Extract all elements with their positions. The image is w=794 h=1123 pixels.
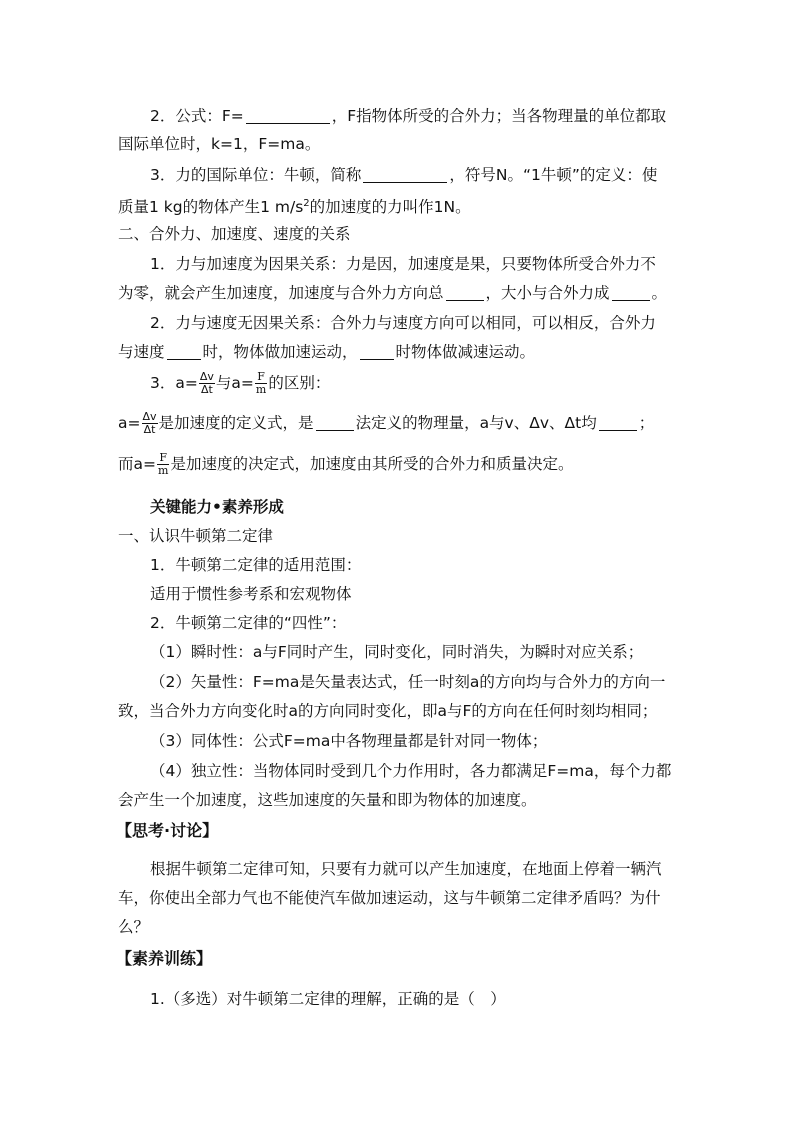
fraction: $\frac{F}{m}$ bbox=[255, 370, 267, 396]
property-vector: （2）矢量性：F=ma是矢量表达式，任一时刻a的方向均与合外力的方向一 bbox=[150, 673, 666, 691]
question-1: 1.（多选）对牛顿第二定律的理解，正确的是（ ） bbox=[150, 990, 506, 1008]
velocity-line-cont: 与速度 时，物体做加速运动， 时物体做减速运动。 bbox=[118, 343, 536, 361]
scope-text: 适用于惯性参考系和宏观物体 bbox=[150, 585, 352, 603]
training-heading: 【素养训练】 bbox=[116, 949, 213, 968]
section-heading-1: 一、认识牛顿第二定律 bbox=[118, 527, 274, 545]
think-question-cont: 车，你使出全部力气也不能使汽车做加速运动，这与牛顿第二定律矛盾吗？为什 bbox=[118, 889, 661, 907]
formula-line: 2．公式：F= ，F指物体所受的合外力；当各物理量的单位都取 bbox=[150, 107, 667, 125]
answer-blank[interactable] bbox=[363, 167, 447, 183]
property-vector-cont: 致，当合外力方向变化时a的方向同时变化，即a与F的方向在任何时刻均相同； bbox=[118, 702, 658, 720]
formula-line-cont: 国际单位时，k=1，F=ma。 bbox=[118, 135, 321, 153]
section-heading-2: 二、合外力、加速度、速度的关系 bbox=[118, 225, 351, 243]
unit-line: 3．力的国际单位：牛顿，简称 ，符号N。“1牛顿”的定义：使 bbox=[150, 166, 658, 184]
property-same-body: （3）同体性：公式F=ma中各物理量都是针对同一物体； bbox=[150, 732, 548, 750]
think-question: 根据牛顿第二定律可知，只要有力就可以产生加速度，在地面上停着一辆汽 bbox=[150, 860, 662, 878]
key-ability-heading: 关键能力•素养形成 bbox=[150, 498, 284, 516]
velocity-line: 2．力与速度无因果关系：合外力与速度方向可以相同，可以相反，合外力 bbox=[150, 314, 656, 332]
think-discuss-heading: 【思考·讨论】 bbox=[116, 821, 219, 840]
unit-line-cont: 质量1 kg的物体产生1 $m/s^2$的加速度的力叫作1N。 bbox=[118, 198, 471, 217]
fraction: $\frac{\Delta v}{\Delta t}$ bbox=[199, 370, 214, 396]
answer-blank[interactable] bbox=[446, 285, 484, 301]
answer-blank[interactable] bbox=[246, 108, 330, 124]
property-independence: （4）独立性：当物体同时受到几个力作用时，各力都满足F=ma，每个力都 bbox=[150, 762, 672, 780]
answer-blank[interactable] bbox=[612, 285, 650, 301]
fraction: $\frac{F}{m}$ bbox=[158, 451, 169, 477]
four-properties-title: 2．牛顿第二定律的“四性”： bbox=[150, 614, 347, 632]
answer-blank[interactable] bbox=[167, 344, 201, 360]
fraction: $\frac{\Delta v}{\Delta t}$ bbox=[142, 410, 157, 436]
property-independence-cont: 会产生一个加速度，这些加速度的矢量和即为物体的加速度。 bbox=[118, 791, 537, 809]
definition-line: a= $\frac{\Delta v}{\Delta t}$ 是加速度的定义式，是 法定义的物理量，a与v、Δv、Δt均 ； bbox=[118, 410, 655, 436]
cause-line-cont: 为零，就会产生加速度，加速度与合外力方向总 ，大小与合外力成 。 bbox=[118, 284, 668, 302]
answer-blank[interactable] bbox=[316, 415, 354, 431]
think-question-cont2: 么？ bbox=[118, 918, 150, 936]
answer-blank[interactable] bbox=[599, 415, 637, 431]
determinant-line: 而a= $\frac{F}{m}$ 是加速度的决定式，加速度由其所受的合外力和质量决定。 bbox=[118, 451, 574, 477]
difference-line: 3．a= $\frac{\Delta v}{\Delta t}$ 与a= $\frac{F}{m}$ 的区别： bbox=[150, 370, 331, 396]
scope-title: 1．牛顿第二定律的适用范围： bbox=[150, 556, 362, 574]
property-instant: （1）瞬时性：a与F同时产生，同时变化，同时消失，为瞬时对应关系； bbox=[150, 643, 644, 661]
answer-blank[interactable] bbox=[360, 344, 394, 360]
cause-line: 1．力与加速度为因果关系：力是因，加速度是果，只要物体所受合外力不 bbox=[150, 255, 656, 273]
